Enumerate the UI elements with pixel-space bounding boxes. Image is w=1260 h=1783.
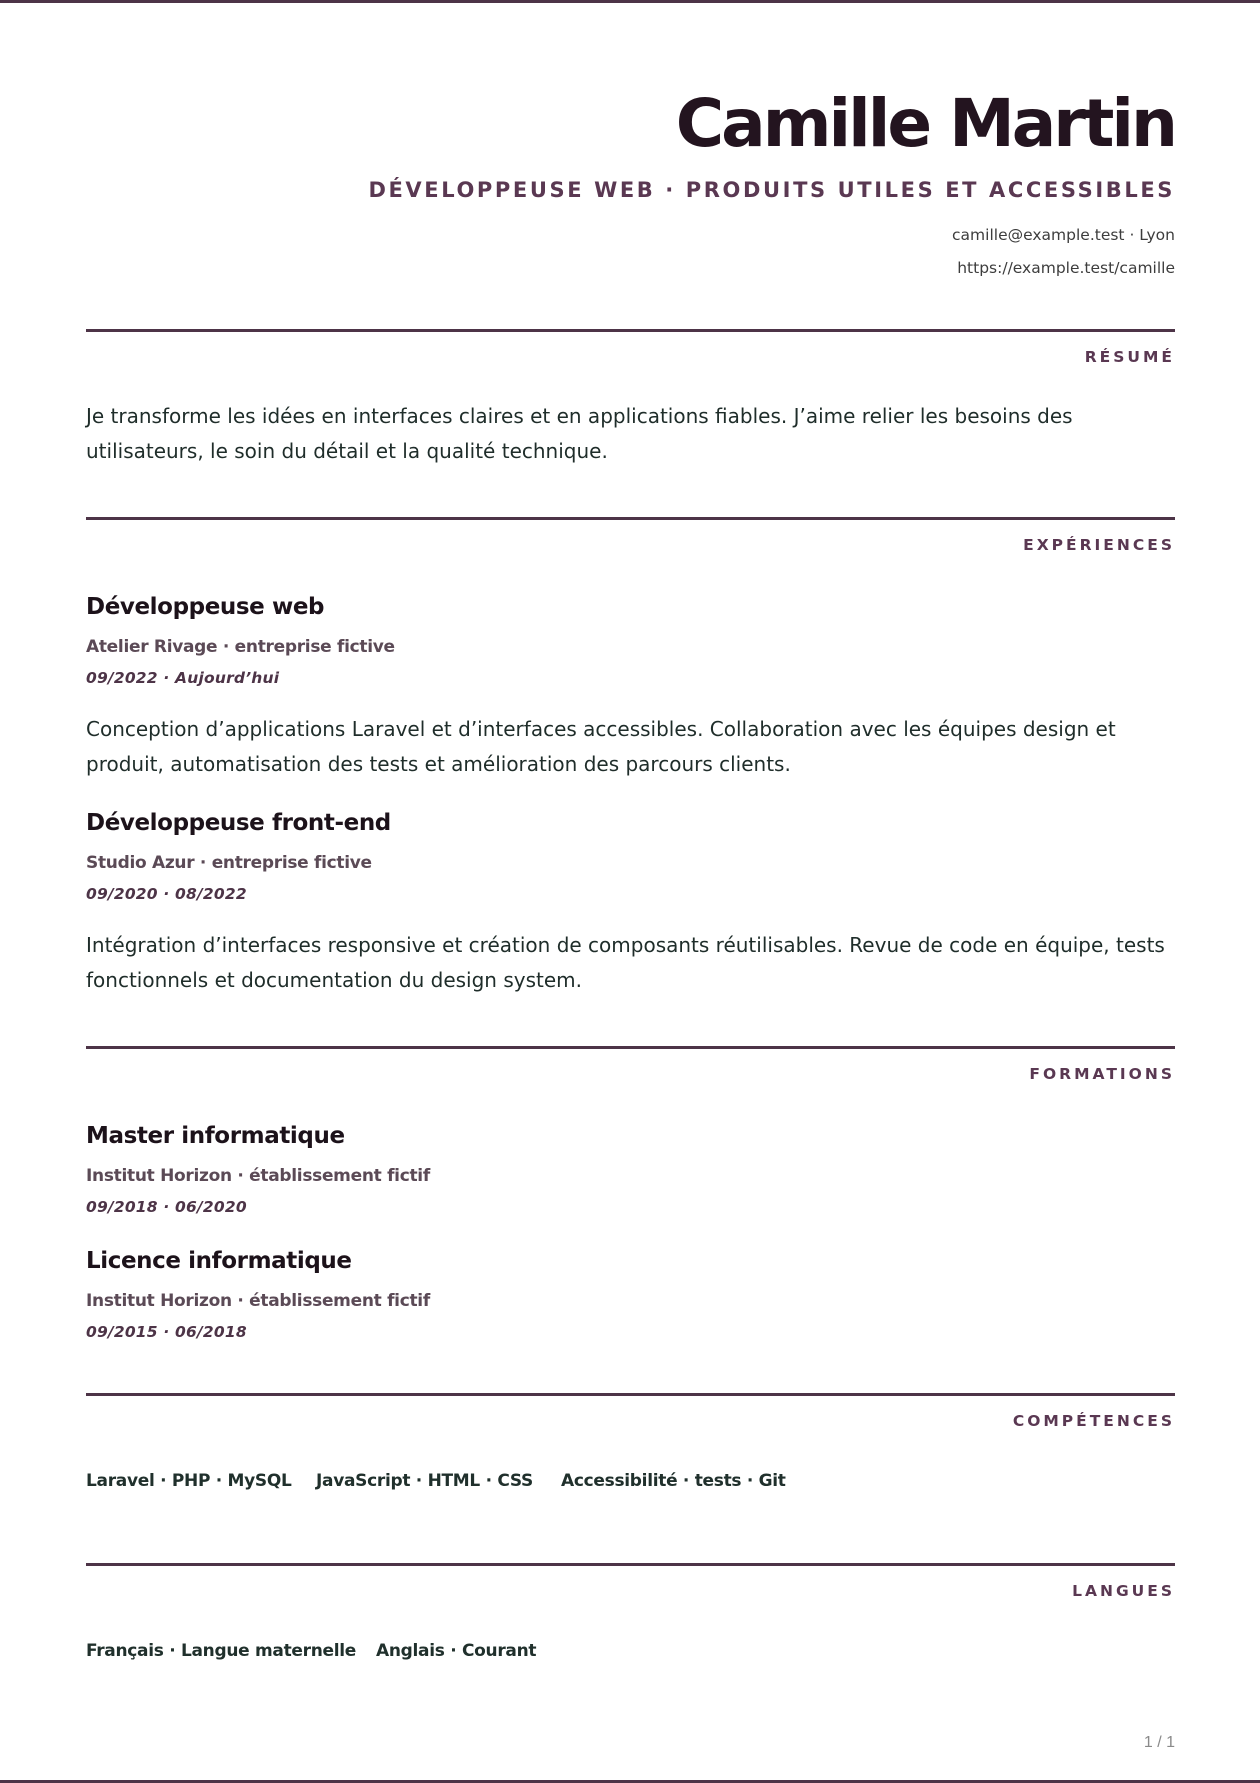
skill-item: Accessibilité · tests · Git [561,1471,786,1491]
section-title-summary: RÉSUMÉ [1084,348,1175,366]
education-degree: Licence informatique [86,1248,352,1274]
contact-website: https://example.test/camille [957,259,1175,277]
education-degree: Master informatique [86,1123,345,1149]
experience-role: Développeuse front-end [86,810,391,836]
section-divider [86,517,1175,520]
experience-role: Développeuse web [86,594,325,620]
page-number: 1 / 1 [1143,1734,1175,1751]
experience-dates: 09/2022 · Aujourd’hui [86,669,280,687]
experience-description: Conception d’applications Laravel et d’interfaces accessibles. Collaboration avec les équipes design et produit, automatisation des tests et amélioration des parcours clients. [86,717,1116,776]
experience-org: Atelier Rivage · entreprise fictive [86,637,395,657]
section-divider [86,329,1175,332]
education-dates: 09/2015 · 06/2018 [86,1323,247,1341]
experience-description: Intégration d’interfaces responsive et création de composants réutilisables. Revue de code en équipe, tests fonctionnels et documentation du design system. [86,933,1165,992]
section-title-experience: EXPÉRIENCES [1023,536,1175,554]
contact-email-location: camille@example.test · Lyon [952,226,1175,244]
education-dates: 09/2018 · 06/2020 [86,1198,247,1216]
section-title-skills: COMPÉTENCES [1012,1412,1175,1430]
skill-item: Laravel · PHP · MySQL [86,1471,292,1491]
top-border [0,0,1260,3]
section-divider [86,1563,1175,1566]
section-divider [86,1393,1175,1396]
section-divider [86,1046,1175,1049]
section-title-languages: LANGUES [1072,1582,1175,1600]
experience-org: Studio Azur · entreprise fictive [86,853,372,873]
education-org: Institut Horizon · établissement fictif [86,1291,430,1311]
language-item: Français · Langue maternelle [86,1641,357,1661]
candidate-name: Camille Martin [675,85,1175,162]
section-title-education: FORMATIONS [1029,1065,1175,1083]
education-org: Institut Horizon · établissement fictif [86,1166,430,1186]
language-item: Anglais · Courant [376,1641,537,1661]
candidate-headline: DÉVELOPPEUSE WEB · PRODUITS UTILES ET ACCESSIBLES [368,178,1175,202]
experience-dates: 09/2020 · 08/2022 [86,885,247,903]
summary-text: Je transforme les idées en interfaces claires et en applications fiables. J’aime relier les besoins des utilisateurs, le soin du détail et la qualité technique. [86,404,1073,463]
skill-item: JavaScript · HTML · CSS [316,1471,533,1491]
